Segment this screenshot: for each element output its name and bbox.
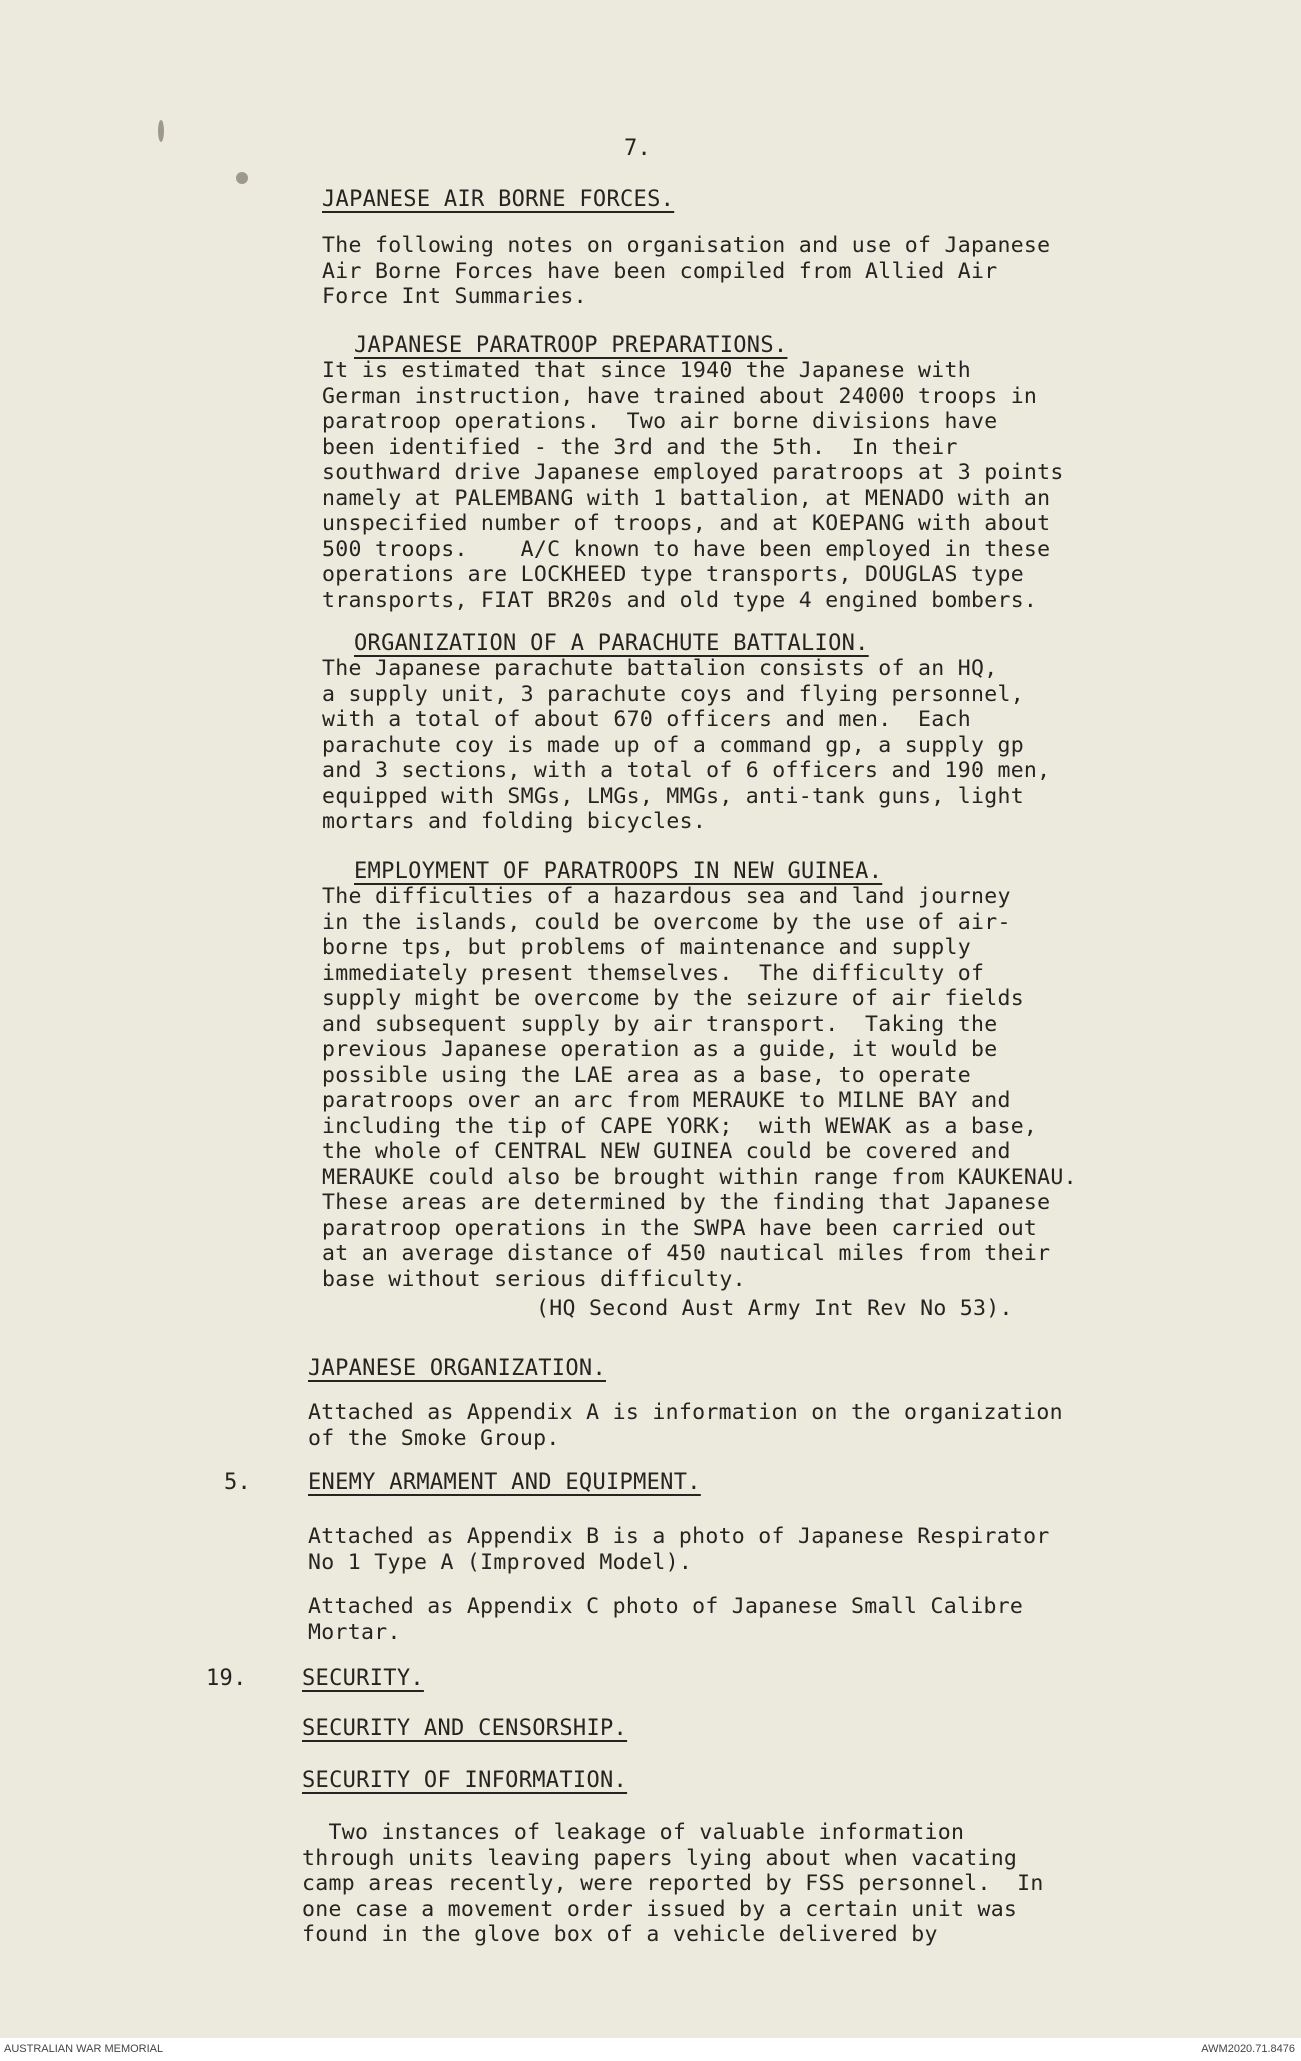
section-title-airborne: JAPANESE AIR BORNE FORCES. xyxy=(322,187,675,212)
paragraph-number-5: 5. xyxy=(224,1470,252,1495)
footer-institution: AUSTRALIAN WAR MEMORIAL xyxy=(4,2043,164,2055)
section-title-information: SECURITY OF INFORMATION. xyxy=(302,1768,628,1793)
battalion-body: The Japanese parachute battalion consists of an HQ, a supply unit, 3 parachute coys and flying personnel, with a total of about 670 officers and men. Each parachute coy is made up of a command gp, a supply gp and 3 sections, with a total of 6 officers and 190 men, equipped with SMGs, LMGs, MMGs, anti-tank guns, light mortars and folding bicycles. xyxy=(322,656,1051,834)
section-title-security: SECURITY. xyxy=(302,1666,424,1691)
organization-body: Attached as Appendix A is information on the organization of the Smoke Group. xyxy=(308,1400,1063,1451)
information-body: Two instances of leakage of valuable information through units leaving papers lying about when vacating camp areas recently, were reported by FSS personnel. In one case a movement order issued by a certain unit was found in the glove box of a vehicle delivered by xyxy=(302,1820,1044,1947)
footer-accession-number: AWM2020.71.8476 xyxy=(1201,2043,1295,2055)
airborne-intro: The following notes on organisation and use of Japanese Air Borne Forces have been compiled from Allied Air Force Int Summaries. xyxy=(322,233,1051,309)
archive-footer xyxy=(0,2038,1301,2061)
paratroop-body: It is estimated that since 1940 the Japanese with German instruction, have trained about 24000 troops in paratroop operations. Two air borne divisions have been identified - the 3rd and the 5th. In their southward drive Japanese employed paratroops at 3 points namely at PALEMBANG with 1 battalion, at MENADO with an unspecified number of troops, and at KOEPANG with about 500 troops. A/C known to have been employed in these operations are LOCKHEED type transports, DOUGLAS type transports, FIAT BR20s and old type 4 engined bombers. xyxy=(322,358,1064,613)
section-title-armament: ENEMY ARMAMENT AND EQUIPMENT. xyxy=(308,1470,701,1495)
section-title-censorship: SECURITY AND CENSORSHIP. xyxy=(302,1716,628,1741)
ink-smudge xyxy=(236,172,248,184)
armament-body-2: Attached as Appendix C photo of Japanese Small Calibre Mortar. xyxy=(308,1594,1024,1645)
section-title-battalion: ORGANIZATION OF A PARACHUTE BATTALION. xyxy=(354,631,869,656)
employment-body: The difficulties of a hazardous sea and land journey in the islands, could be overcome by the use of air- borne tps, but problems of maintenance and supply immediately present themselves. The difficulty of supply might be overcome by the seizure of air fields and subsequent supply by air transport. Taking the previous Japanese operation as a guide, it would be possible using the LAE area as a base, to operate paratroops over an arc from MERAUKE to MILNE BAY and including the tip of CAPE YORK; with WEWAK as a base, the whole of CENTRAL NEW GUINEA could be covered and MERAUKE could also be brought within range from KAUKENAU. These areas are determined by the finding that Japanese paratroop operations in the SWPA have been carried out at an average distance of 450 nautical miles from their base without serious difficulty. xyxy=(322,884,1077,1292)
page-number: 7. xyxy=(624,136,652,161)
section-title-employment: EMPLOYMENT OF PARATROOPS IN NEW GUINEA. xyxy=(354,859,883,884)
paragraph-number-19: 19. xyxy=(206,1666,247,1691)
employment-source: (HQ Second Aust Army Int Rev No 53). xyxy=(536,1296,1013,1321)
armament-body-1: Attached as Appendix B is a photo of Japanese Respirator No 1 Type A (Improved Model). xyxy=(308,1524,1050,1575)
section-title-organization: JAPANESE ORGANIZATION. xyxy=(308,1356,606,1381)
section-title-paratroop: JAPANESE PARATROOP PREPARATIONS. xyxy=(354,333,788,358)
ink-smudge xyxy=(158,120,164,142)
